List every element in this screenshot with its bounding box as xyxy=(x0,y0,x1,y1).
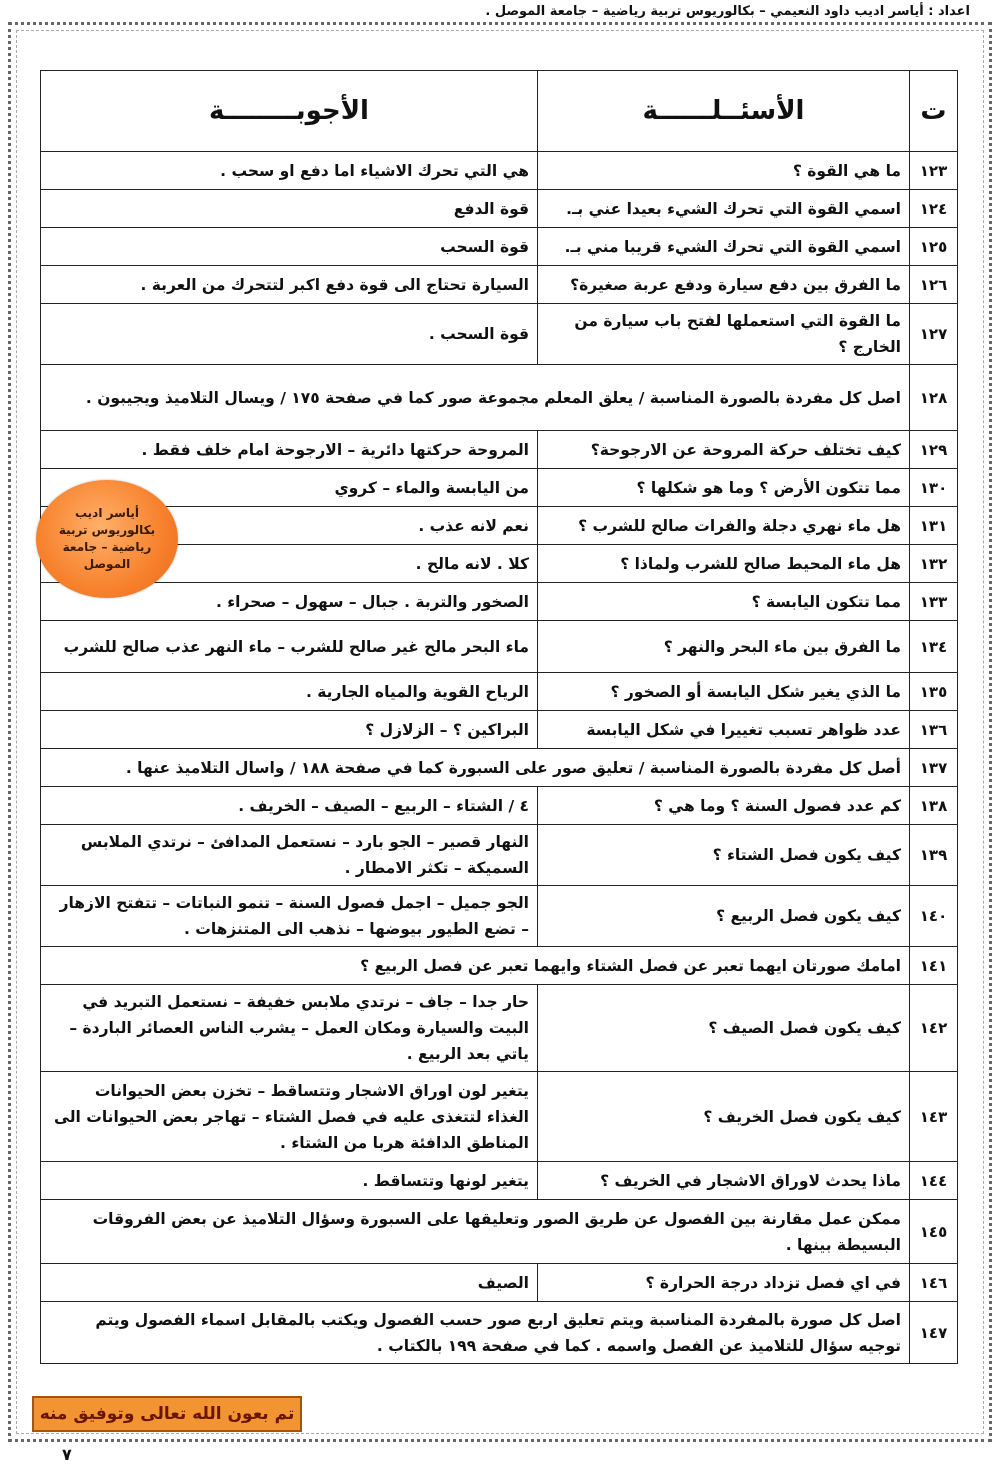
stamp-line: بكالوريوس تربية xyxy=(58,523,156,537)
table-row xyxy=(41,1200,958,1264)
table-row xyxy=(41,621,958,673)
answer-cell: قوة السحب xyxy=(41,228,538,266)
answer-cell: النهار قصير – الجو بارد – نستعمل المدافئ – نرتدي الملابس السميكة – تكثر الامطار . xyxy=(41,825,538,886)
qa-table xyxy=(40,70,958,1364)
table-row xyxy=(41,583,958,621)
row-number: ١٢٦ xyxy=(910,266,958,304)
row-number: ١٢٣ xyxy=(910,152,958,190)
table-row xyxy=(41,190,958,228)
answer-cell: المروحة حركتها دائرية – الارجوحة امام خلف فقط . xyxy=(41,431,538,469)
row-number: ١٣٨ xyxy=(910,787,958,825)
answer-cell: من اليابسة والماء – كروي xyxy=(41,469,538,507)
table-row xyxy=(41,787,958,825)
row-number: ١٢٩ xyxy=(910,431,958,469)
table-row xyxy=(41,545,958,583)
header-questions: الأسئــلــــــة xyxy=(538,71,910,152)
question-cell: ما الفرق بين ماء البحر والنهر ؟ xyxy=(538,621,910,673)
question-cell: كيف يكون فصل الربيع ؟ xyxy=(538,886,910,947)
row-number: ١٣٥ xyxy=(910,673,958,711)
row-number: ١٢٨ xyxy=(910,365,958,431)
answer-cell: السيارة تحتاج الى قوة دفع اكبر لتتحرك من العربة . xyxy=(41,266,538,304)
question-cell: مما تتكون الأرض ؟ وما هو شكلها ؟ xyxy=(538,469,910,507)
row-number: ١٢٧ xyxy=(910,304,958,365)
answer-cell: ٤ / الشتاء – الربيع – الصيف – الخريف . xyxy=(41,787,538,825)
qa-table-body xyxy=(41,152,958,1364)
table-row xyxy=(41,985,958,1072)
stamp-line: الموصل xyxy=(83,557,131,571)
header-number: ت xyxy=(910,71,958,152)
instruction-cell: امامك صورتان ايهما تعبر عن فصل الشتاء وايهما تعبر عن فصل الربيع ؟ xyxy=(41,947,910,985)
question-cell: كم عدد فصول السنة ؟ وما هي ؟ xyxy=(538,787,910,825)
row-number: ١٣٤ xyxy=(910,621,958,673)
table-row xyxy=(41,711,958,749)
answer-cell: الجو جميل – اجمل فصول السنة – تنمو النباتات – تتفتح الازهار – تضع الطيور بيوضها – نذهب الى المتنزهات . xyxy=(41,886,538,947)
answer-cell: الرياح القوية والمياه الجارية . xyxy=(41,673,538,711)
table-row xyxy=(41,673,958,711)
table-row xyxy=(41,1264,958,1302)
question-cell: اسمي القوة التي تحرك الشيء قريبا مني بـ. xyxy=(538,228,910,266)
table-row xyxy=(41,228,958,266)
row-number: ١٢٤ xyxy=(910,190,958,228)
question-cell: هل ماء المحيط صالح للشرب ولماذا ؟ xyxy=(538,545,910,583)
answer-cell: نعم لانه عذب . xyxy=(41,507,538,545)
answer-cell: قوة الدفع xyxy=(41,190,538,228)
stamp-line: أياسر اديب xyxy=(74,506,140,520)
row-number: ١٤٦ xyxy=(910,1264,958,1302)
answer-cell: البراكين ؟ – الزلازل ؟ xyxy=(41,711,538,749)
table-row xyxy=(41,947,958,985)
instruction-cell: اصل كل صورة بالمفردة المناسبة ويتم تعليق اربع صور حسب الفصول ويكتب بالمقابل اسماء الفصول ويتم توجيه سؤال للتلاميذ عن الفصل واسمه . كما في صفحة ١٩٩ بالكتاب . xyxy=(41,1302,910,1364)
question-cell: مما تتكون اليابسة ؟ xyxy=(538,583,910,621)
instruction-cell: أصل كل مفردة بالصورة المناسبة / تعليق صور على السبورة كما في صفحة ١٨٨ / واسال التلاميذ عنها . xyxy=(41,749,910,787)
instruction-cell: ممكن عمل مقارنة بين الفصول عن طريق الصور وتعليقها على السبورة وسؤال التلاميذ عن بعض الفروقات البسيطة بينها . xyxy=(41,1200,910,1264)
table-row xyxy=(41,365,958,431)
table-row xyxy=(41,749,958,787)
table-row xyxy=(41,469,958,507)
answer-cell: كلا . لانه مالح . xyxy=(41,545,538,583)
instruction-cell: اصل كل مفردة بالصورة المناسبة / يعلق المعلم مجموعة صور كما في صفحة ١٧٥ / ويسال التلاميذ ويجيبون . xyxy=(41,365,910,431)
answer-cell: قوة السحب . xyxy=(41,304,538,365)
row-number: ١٣١ xyxy=(910,507,958,545)
table-row xyxy=(41,1162,958,1200)
answer-cell: حار جدا – جاف – نرتدي ملابس خفيفة – نستعمل التبريد في البيت والسيارة ومكان العمل – يشرب الناس العصائر الباردة – ياتي بعد الربيع . xyxy=(41,985,538,1072)
question-cell: ما الذي يغير شكل اليابسة أو الصخور ؟ xyxy=(538,673,910,711)
row-number: ١٤٥ xyxy=(910,1200,958,1264)
table-row xyxy=(41,825,958,886)
row-number: ١٣٣ xyxy=(910,583,958,621)
table-row xyxy=(41,266,958,304)
header-answers: الأجوبــــــــة xyxy=(41,71,538,152)
row-number: ١٣٦ xyxy=(910,711,958,749)
answer-cell: يتغير لون اوراق الاشجار وتتساقط – تخزن بعض الحيوانات الغذاء لتتغذى عليه في فصل الشتاء – تهاجر بعض الحيوانات الى المناطق الدافئة هربا من الشتاء . xyxy=(41,1072,538,1162)
table-row xyxy=(41,1072,958,1162)
answer-cell: الصخور والتربة . جبال – سهول – صحراء . xyxy=(41,583,538,621)
question-cell: كيف يكون فصل الصيف ؟ xyxy=(538,985,910,1072)
question-cell: اسمي القوة التي تحرك الشيء بعيدا عني بـ. xyxy=(538,190,910,228)
table-row xyxy=(41,304,958,365)
row-number: ١٤٠ xyxy=(910,886,958,947)
table-row xyxy=(41,1302,958,1364)
answer-cell: ماء البحر مالح غير صالح للشرب – ماء النهر عذب صالح للشرب xyxy=(41,621,538,673)
question-cell: ما القوة التي استعملها لفتح باب سيارة من الخارج ؟ xyxy=(538,304,910,365)
row-number: ١٣٠ xyxy=(910,469,958,507)
question-cell: كيف يكون فصل الشتاء ؟ xyxy=(538,825,910,886)
question-cell: هل ماء نهري دجلة والفرات صالح للشرب ؟ xyxy=(538,507,910,545)
row-number: ١٤٢ xyxy=(910,985,958,1072)
author-stamp xyxy=(36,480,178,598)
table-row xyxy=(41,886,958,947)
answer-cell: الصيف xyxy=(41,1264,538,1302)
table-row xyxy=(41,507,958,545)
row-number: ١٢٥ xyxy=(910,228,958,266)
page-number: ٧ xyxy=(62,1445,72,1464)
question-cell: في اي فصل تزداد درجة الحرارة ؟ xyxy=(538,1264,910,1302)
answer-cell: هي التي تحرك الاشياء اما دفع او سحب . xyxy=(41,152,538,190)
question-cell: ما الفرق بين دفع سيارة ودفع عربة صغيرة؟ xyxy=(538,266,910,304)
row-number: ١٤٧ xyxy=(910,1302,958,1364)
question-cell: ماذا يحدث لاوراق الاشجار في الخريف ؟ xyxy=(538,1162,910,1200)
row-number: ١٣٧ xyxy=(910,749,958,787)
row-number: ١٤١ xyxy=(910,947,958,985)
row-number: ١٤٤ xyxy=(910,1162,958,1200)
question-cell: عدد ظواهر تسبب تغييرا في شكل اليابسة xyxy=(538,711,910,749)
closing-banner: تم بعون الله تعالى وتوفيق منه xyxy=(32,1396,302,1432)
answer-cell: يتغير لونها وتتساقط . xyxy=(41,1162,538,1200)
question-cell: كيف تختلف حركة المروحة عن الارجوحة؟ xyxy=(538,431,910,469)
row-number: ١٤٣ xyxy=(910,1072,958,1162)
table-row xyxy=(41,431,958,469)
row-number: ١٣٢ xyxy=(910,545,958,583)
row-number: ١٣٩ xyxy=(910,825,958,886)
stamp-line: رياضية – جامعة xyxy=(62,540,152,554)
author-header: اعداد : أياسر اديب داود النعيمي – بكالوريوس تربية رياضية – جامعة الموصل . xyxy=(485,4,970,19)
question-cell: كيف يكون فصل الخريف ؟ xyxy=(538,1072,910,1162)
table-header-row xyxy=(41,71,958,152)
question-cell: ما هي القوة ؟ xyxy=(538,152,910,190)
table-row xyxy=(41,152,958,190)
